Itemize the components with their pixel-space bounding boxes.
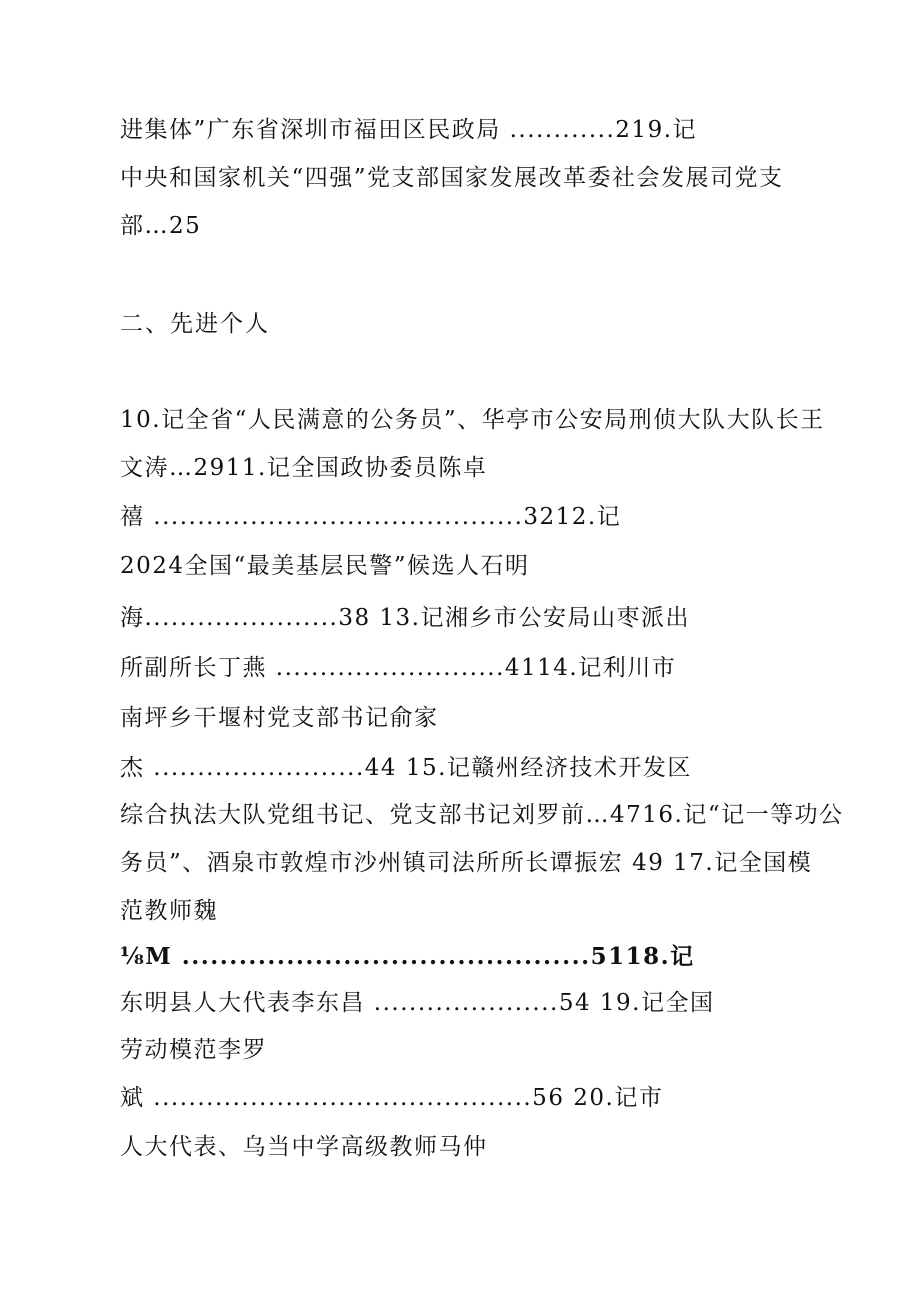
toc-entry: 所副所长丁燕 ..........................4114.记利川市 [120,655,677,681]
toc-entry: 2024全国“最美基层民警”候选人石明 [120,553,530,579]
toc-entry: ⅛M ...........................................5118.记 [120,943,695,970]
toc-entry: 文涛…2911.记全国政协委员陈卓 [120,455,488,481]
toc-entry: 海......................38 13.记湘乡市公安局山枣派出 [120,605,690,631]
toc-entry: 范教师魏 [120,898,218,924]
toc-entry: 人大代表、乌当中学高级教师马仲 [120,1134,488,1160]
toc-entry: 部…25 [120,213,202,239]
toc-entry: 南坪乡干堰村党支部书记俞家 [120,705,439,731]
toc-entry: 中央和国家机关“四强”党支部国家发展改革委社会发展司党支 [120,165,784,191]
toc-entry: 务员”、酒泉市敦煌市沙州镇司法所所长谭振宏 49 17.记全国模 [120,850,813,876]
toc-entry: 斌 ...........................................56 20.记市 [120,1085,664,1111]
section-heading: 二、先进个人 [120,311,270,337]
toc-entry: 10.记全省“人民满意的公务员”、华亭市公安局刑侦大队大队长王 [120,407,825,433]
toc-entry: 劳动模范李罗 [120,1037,267,1063]
toc-entry: 综合执法大队党组书记、党支部书记刘罗前…4716.记“记一等功公 [120,802,844,828]
toc-entry: 禧 ..........................................3212.记 [120,504,622,530]
toc-entry: 东明县人大代表李东昌 .....................54 19.记全国 [120,990,715,1016]
toc-entry: 进集体”广东省深圳市福田区民政局 ............219.记 [120,117,698,143]
toc-entry: 杰 ........................44 15.记赣州经济技术开发区 [120,755,692,781]
